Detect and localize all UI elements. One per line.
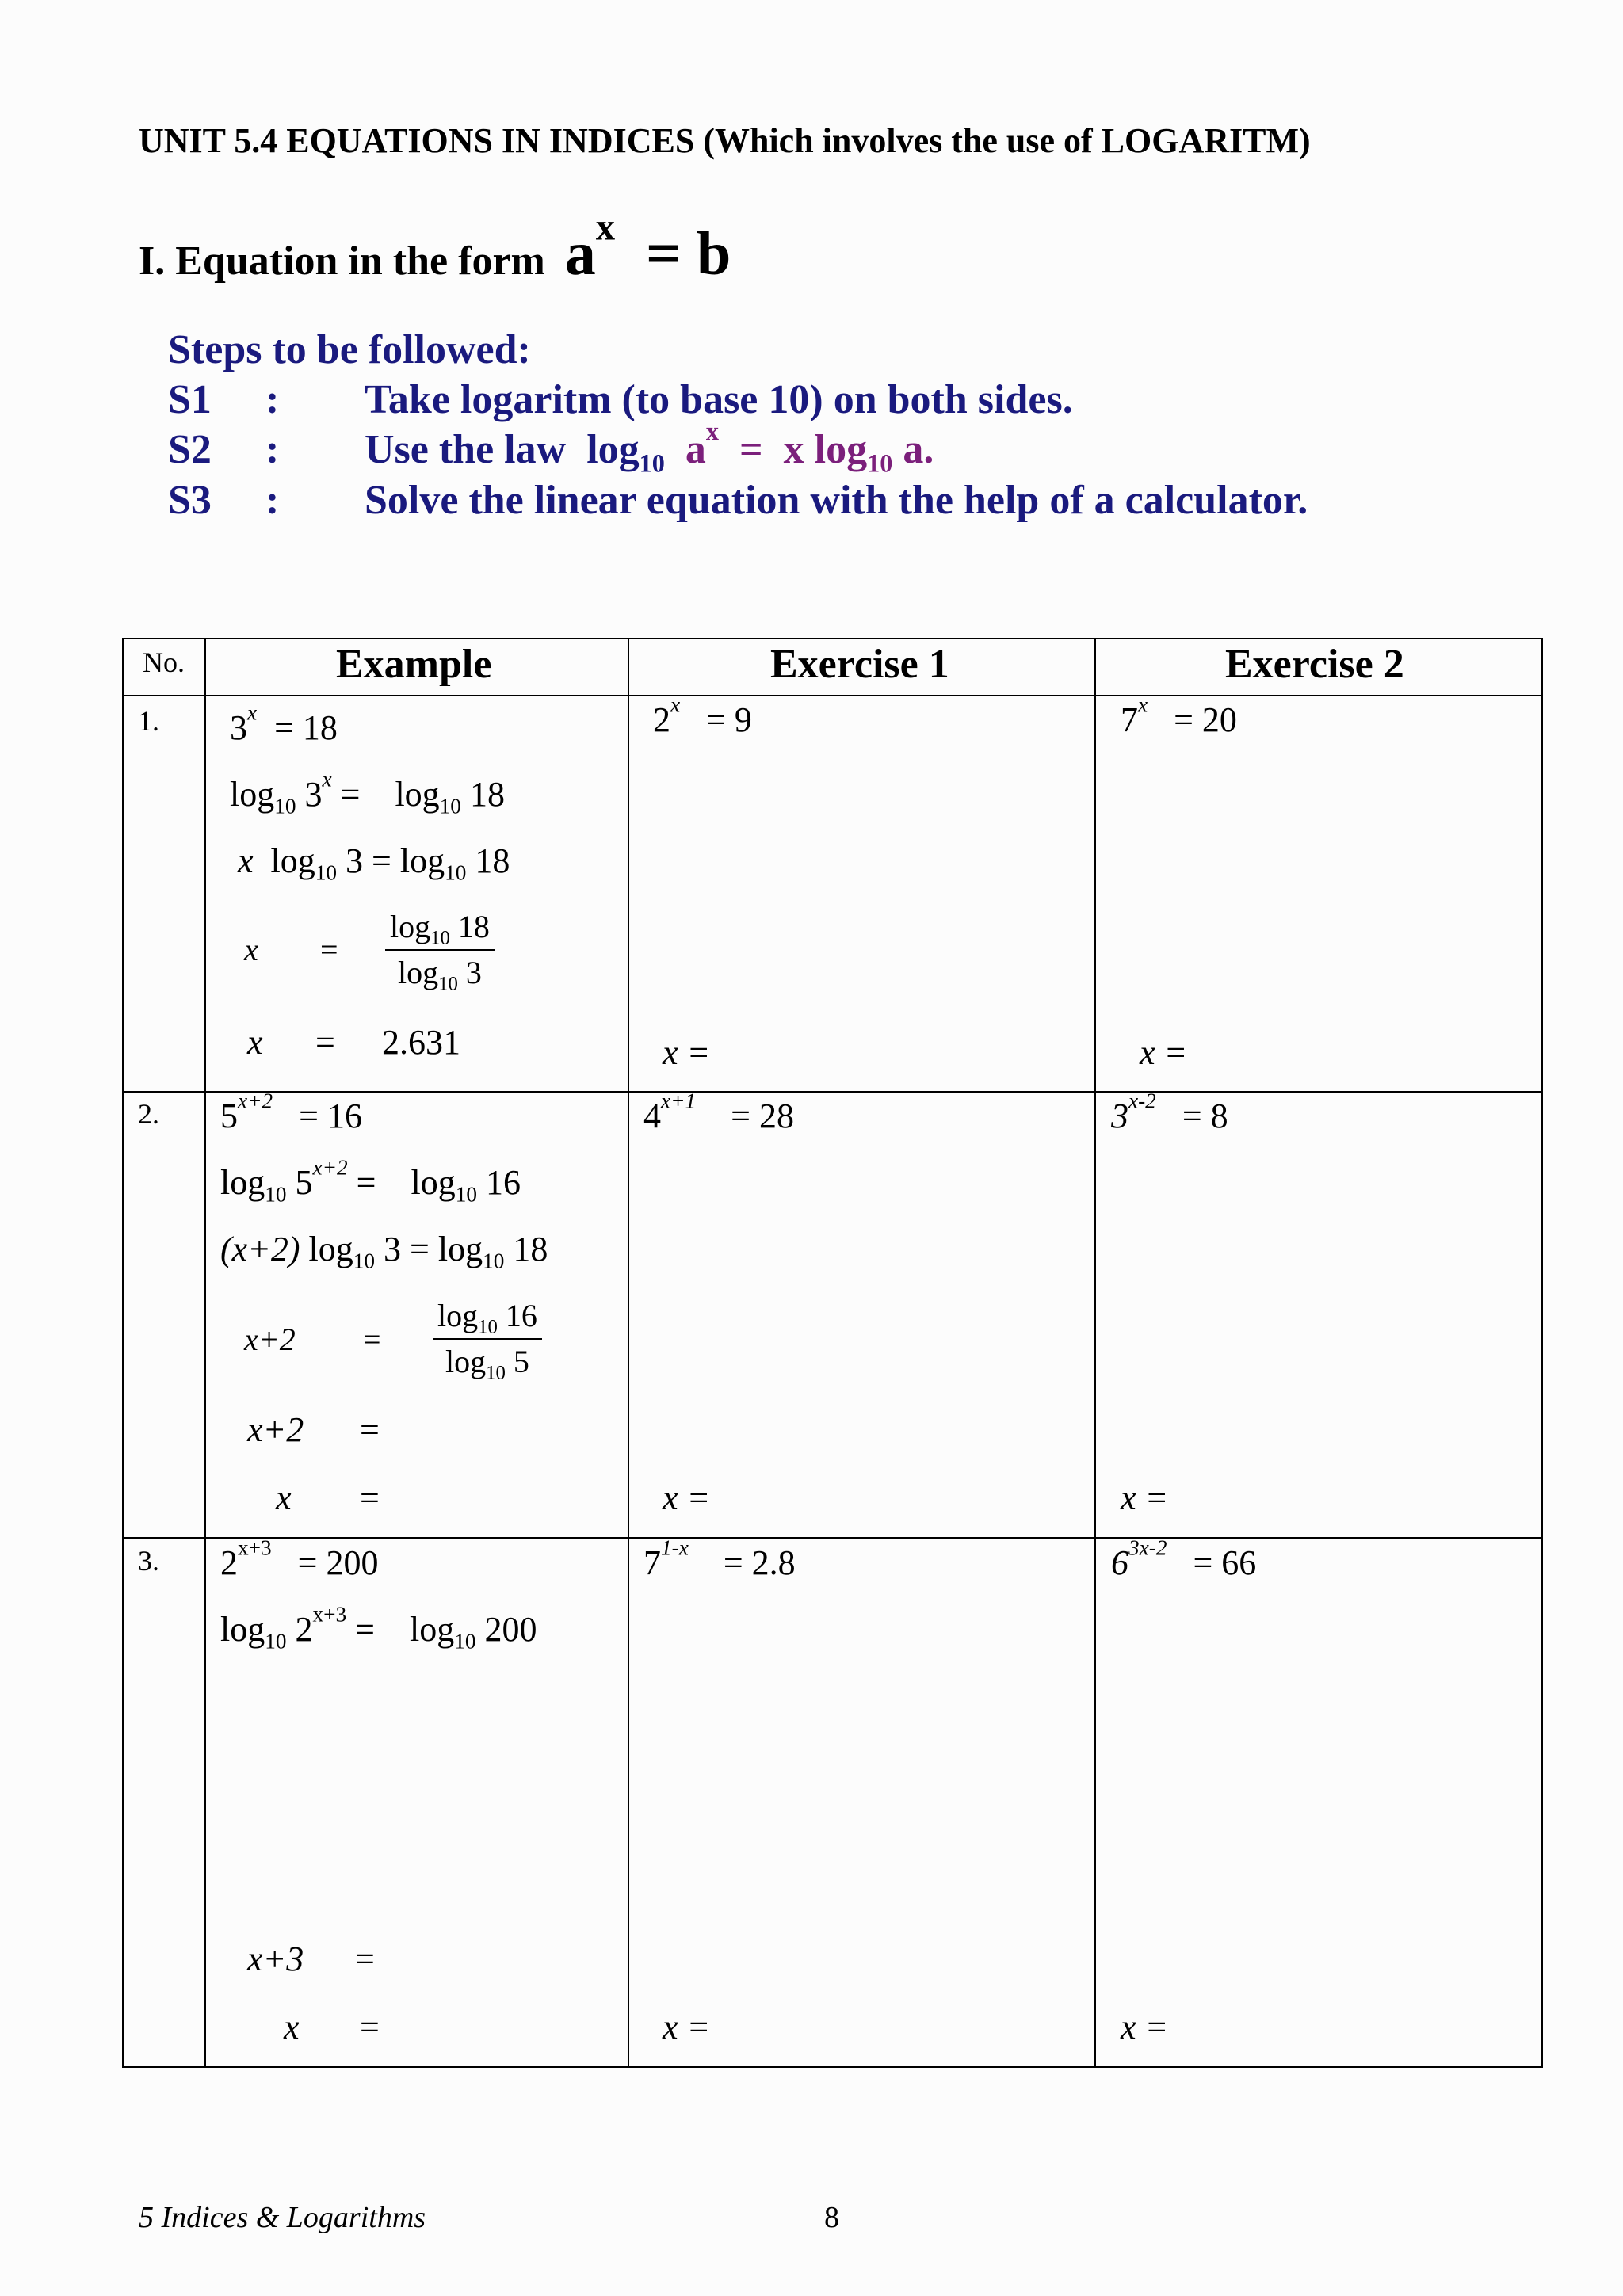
example-x: x [247,1023,263,1062]
footer-chapter: 5 Indices & Logarithms [139,2201,426,2234]
header-exercise-2: Exercise 2 [1225,642,1404,687]
row-number: 1. [138,705,159,737]
step-3-id: S3 [168,478,212,523]
example-eq: = [360,1478,380,1517]
step-2-colon: : [265,427,280,472]
worksheet-table [122,638,1543,2068]
table-divider [204,639,206,2066]
example-eq: = [315,1023,335,1062]
page-number: 8 [824,2201,839,2234]
example-fraction: $\frac{\log_{10} 16}{\log_{10} 5}$ [433,1294,542,1384]
example-line: $\log_{10} 5^{x+2}$ = $\log_{10} 16$ [220,1155,521,1207]
table-divider [1094,639,1096,2066]
table-divider [124,1537,1541,1539]
example-line: $\log_{10} 3^x$ = $\log_{10} 18$ [230,767,505,818]
table-divider [124,1091,1541,1093]
step-2-text: Use the law $\log_{10} a^x = x$ $\log_{10} a$. [365,416,934,478]
exercise-1-answer: x = [663,1478,711,1517]
step-1-text: Take logaritm (to base 10) on both sides. [365,377,1073,422]
step-3-text: Solve the linear equation with the help of a calculator. [365,478,1308,523]
example-eq: = [320,932,338,967]
exercise-2-answer: x = [1140,1033,1188,1072]
exercise-2-question: 3$^{x-2}$ = 8 [1111,1089,1228,1135]
example-x: x [276,1478,292,1517]
example-x: x [244,932,258,967]
exercise-2-question: 7$^x$ = 20 [1121,692,1237,739]
row-number: 3. [138,1545,159,1577]
table-divider [124,695,1541,696]
step-1-colon: : [265,377,280,422]
exercise-1-answer: x = [663,1033,711,1072]
page-title: UNIT 5.4 EQUATIONS IN INDICES (Which involves the use of LOGARITM) [139,121,1311,160]
header-no: No. [143,646,185,678]
header-exercise-1: Exercise 1 [770,642,949,687]
exercise-2-question: $6^{3x-2}$ = 66 [1111,1535,1257,1582]
exercise-1-question: $4^{x+1}$ = 28 [643,1089,794,1135]
example-eq: = [360,2008,380,2046]
row-number: 2. [138,1098,159,1130]
section-equation: $a^x = b$ [564,206,731,288]
exercise-2-answer: x = [1121,1478,1169,1517]
steps-heading: Steps to be followed: [168,327,531,372]
example-eq: = [363,1322,381,1357]
section-heading [139,206,731,289]
example-line: $5^{x+2}$ = 16 [220,1089,362,1135]
exercise-1-answer: x = [663,2008,711,2046]
exercise-2-answer: x = [1121,2008,1169,2046]
example-line: $2^{x+3}$ = 200 [220,1535,379,1582]
example-eq: = [360,1410,380,1449]
example-line: $\log_{10} 2^{x+3}$ = $\log_{10} 200$ [220,1602,537,1653]
example-x: x+3 [247,1939,304,1978]
example-line: x $\log_{10} 3 = \log_{10} 18$ [238,841,510,885]
exercise-1-question: 7$^{1-x}$ = 2.8 [643,1535,796,1582]
step-1-id: S1 [168,377,212,422]
example-eq: = [355,1939,375,1978]
example-answer: 2.631 [382,1023,460,1062]
step-2-id: S2 [168,427,212,472]
example-x: x+2 [244,1322,296,1357]
section-label: I. Equation in the form [139,238,545,284]
example-fraction: $\frac{\log_{10} 18}{\log_{10} 3}$ [385,905,495,995]
step-3-colon: : [265,478,280,523]
example-line: (x+2) $\log_{10} 3 = \log_{10} 18$ [220,1230,548,1273]
example-x: x [284,2008,300,2046]
example-line: 3$^x$ = 18 [230,700,338,747]
table-divider [628,639,629,2066]
exercise-1-question: 2$^x$ = 9 [653,692,752,739]
example-x: x+2 [247,1410,304,1449]
header-example: Example [336,642,492,687]
